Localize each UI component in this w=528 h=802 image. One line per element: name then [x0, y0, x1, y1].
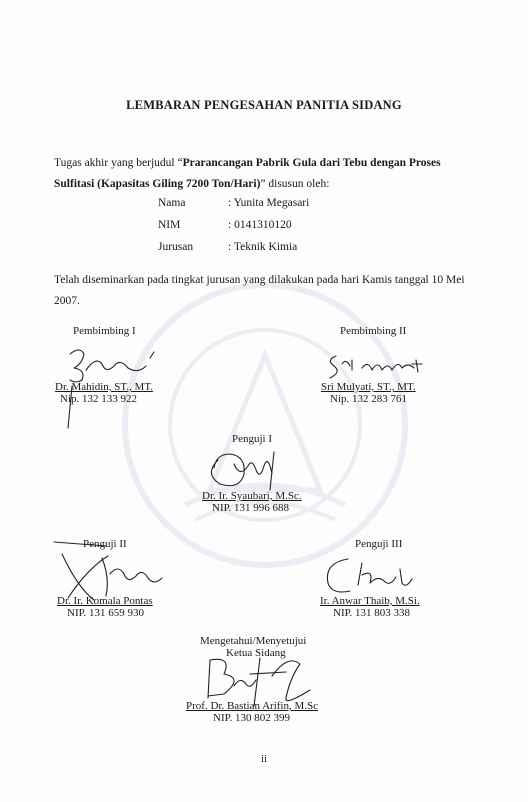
penguji-2-role: Penguji II	[83, 538, 127, 550]
name-value: : Yunita Megasari	[228, 197, 310, 209]
intro-prefix: Tugas akhir yang berjudul “	[54, 157, 183, 169]
pembimbing-1-role: Pembimbing I	[73, 325, 136, 337]
pembimbing-2-nip: Nip. 132 283 761	[330, 393, 407, 405]
intro-paragraph	[54, 153, 474, 195]
ketua-role-line-2: Ketua Sidang	[226, 647, 286, 659]
penguji-3-role: Penguji III	[355, 538, 403, 550]
pembimbing-2-signature	[322, 348, 432, 384]
penguji-3-signature	[318, 553, 418, 597]
pembimbing-2-name: Sri Mulyati, ST., MT.	[321, 381, 416, 393]
pembimbing-1-nip: Nip. 132 133 922	[60, 393, 137, 405]
seminar-paragraph: Telah diseminarkan pada tingkat jurusan yang dilakukan pada hari Kamis tanggal 10 Mei 2007.	[54, 274, 465, 307]
name-label: Nama	[158, 197, 186, 209]
penguji-2-nip: NIP. 131 659 930	[67, 607, 145, 619]
page-number: ii	[260, 753, 268, 765]
thesis-title: Prarancangan Pabrik Gula dari Tebu dengan Proses Sulfitasi (Kapasitas Giling 7200 Ton/Hari)	[54, 157, 441, 190]
page-title: LEMBARAN PENGESAHAN PANITIA SIDANG	[126, 98, 402, 112]
pembimbing-1-name: Dr. Mahidin, ST., MT.	[55, 381, 153, 393]
nim-label: NIM	[158, 219, 181, 231]
penguji-2-name: Dr. Ir. Komala Pontas	[57, 595, 153, 607]
department-label: Jurusan	[158, 241, 194, 253]
ketua-nip: NIP. 130 802 399	[213, 712, 291, 724]
penguji-3-nip: NIP. 131 803 338	[333, 607, 411, 619]
pembimbing-2-role: Pembimbing II	[340, 325, 407, 337]
penguji-1-name: Dr. Ir. Syaubari, M.Sc.	[202, 490, 302, 502]
nim-value: : 0141310120	[228, 219, 292, 231]
ketua-name: Prof. Dr. Bastian Arifin, M.Sc	[186, 700, 318, 712]
penguji-1-nip: NIP. 131 996 688	[212, 502, 290, 514]
penguji-1-role: Penguji I	[232, 433, 273, 445]
department-value: : Teknik Kimia	[228, 241, 298, 253]
ketua-role-line-1: Mengetahui/Menyetujui	[200, 635, 307, 647]
penguji-3-name: Ir. Anwar Thaib, M.Si.	[320, 595, 420, 607]
intro-suffix: ” disusun oleh:	[260, 178, 330, 190]
penguji-1-signature	[200, 444, 290, 494]
